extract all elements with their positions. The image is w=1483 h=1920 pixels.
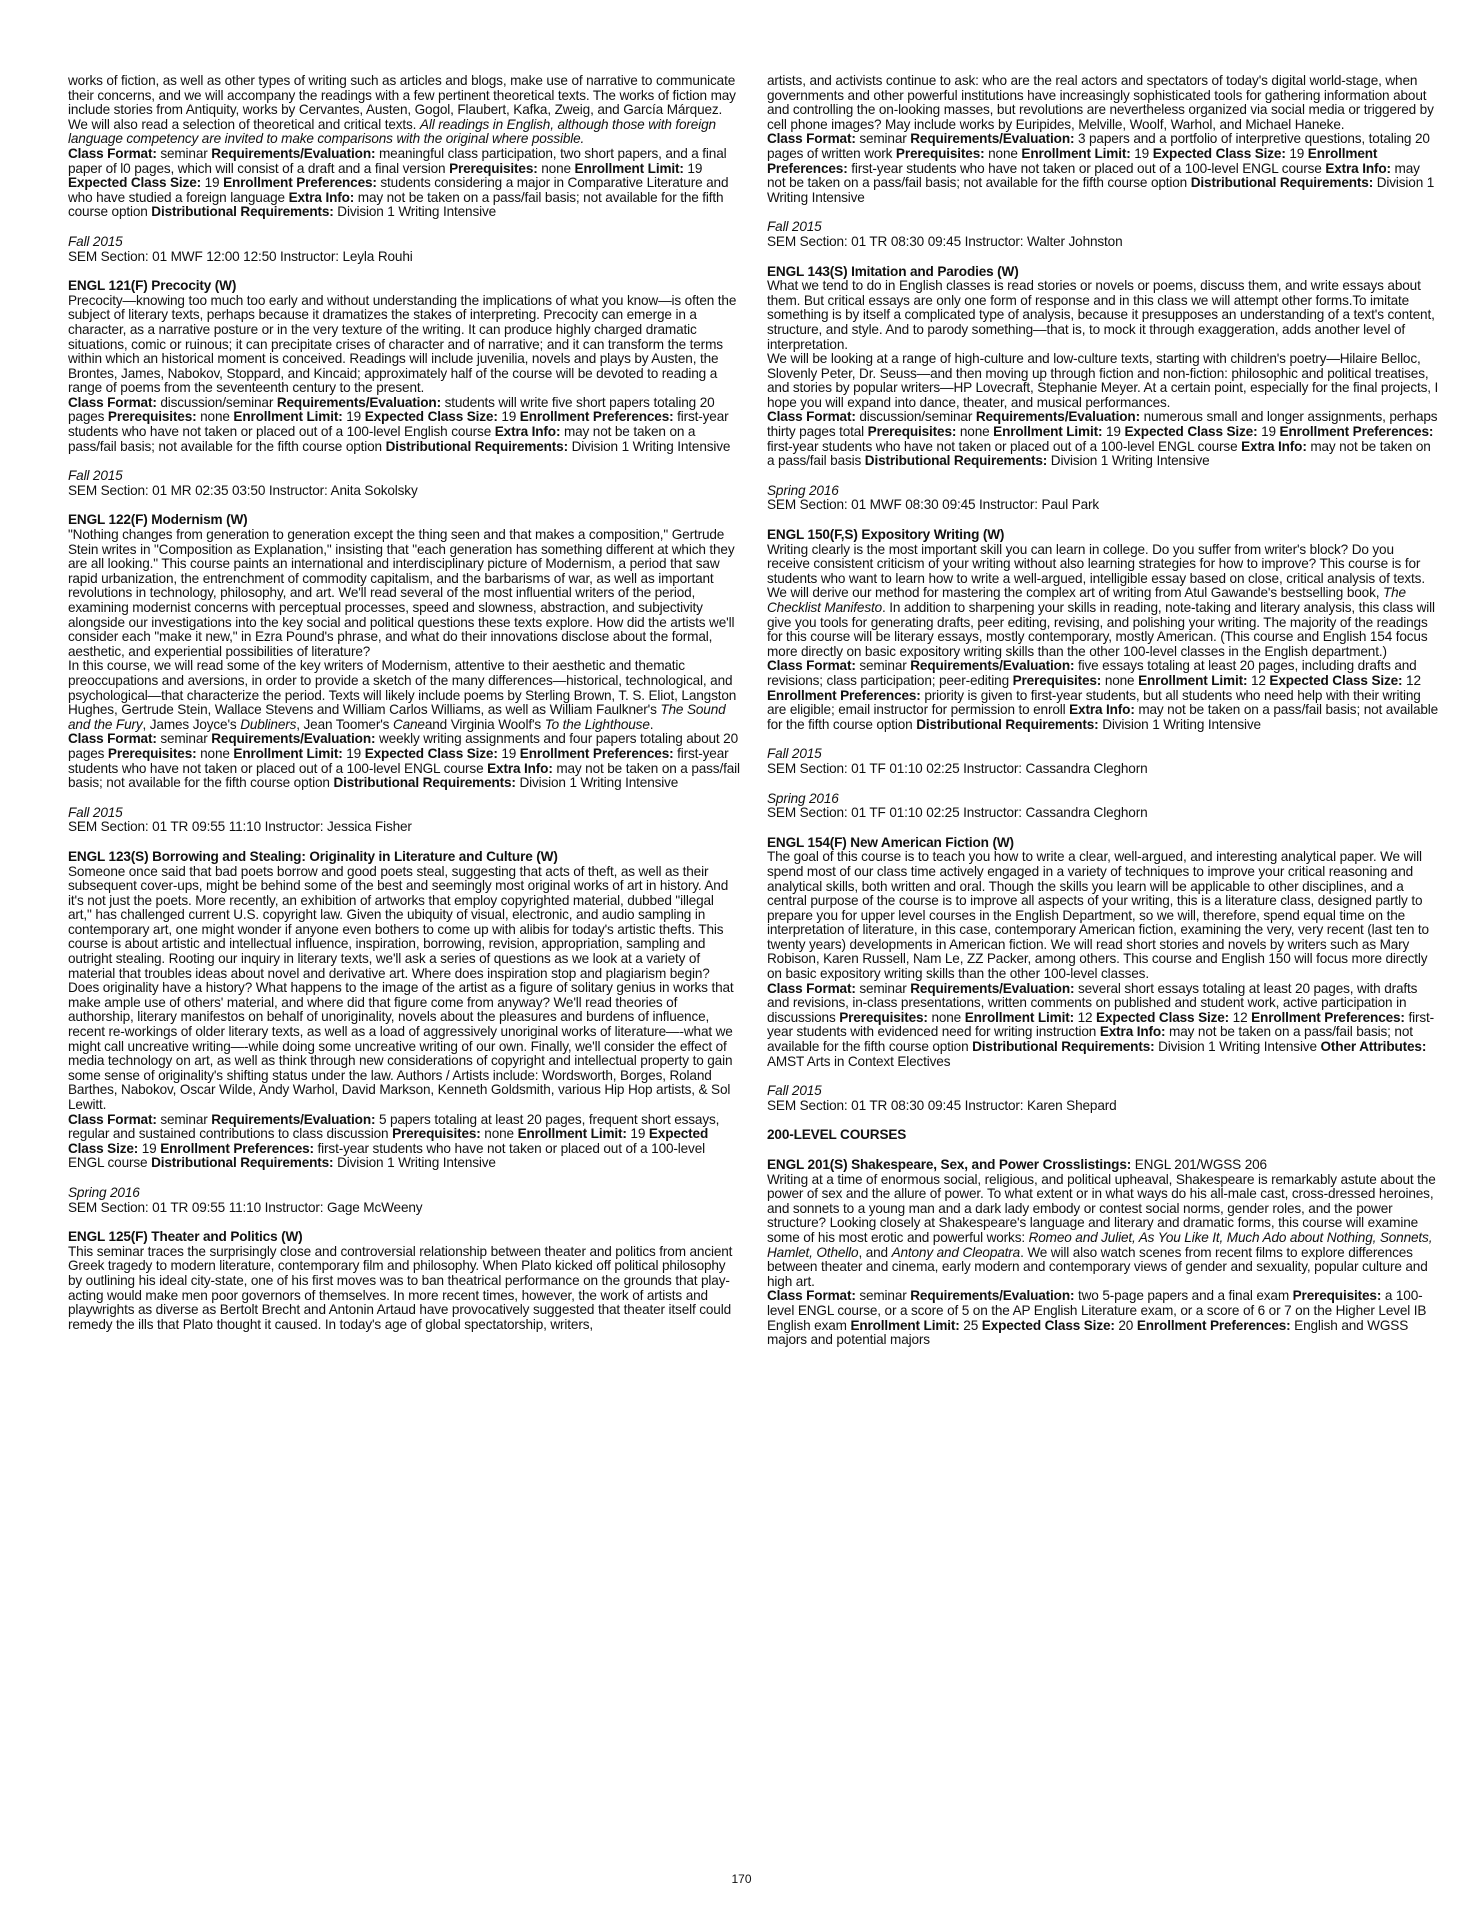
course-section: SEM Section: 01 TR 09:55 11:10 Instructor: Jessica Fisher (68, 819, 412, 835)
course-engl-201 (767, 1158, 1439, 1348)
course-section: SEM Section: 01 MR 02:35 03:50 Instructor: Anita Sokolsky (68, 482, 418, 498)
text-run: Cane (392, 716, 425, 732)
text-run: none (196, 409, 234, 425)
text-run: Requirements/Evaluation: (910, 980, 1075, 996)
text-run: none (1101, 672, 1139, 688)
text-run: 20 (1114, 1317, 1137, 1333)
text-run: Romeo and Juliet, As You Like It, Much Ado about Nothing, Sonnets, Hamlet, Othello (767, 1229, 1433, 1260)
text-run: 19 (626, 1126, 649, 1142)
section-heading: 200-LEVEL COURSES (767, 1127, 907, 1143)
right-column (767, 74, 1439, 1348)
text-run: Expected Class Size: (1096, 1009, 1230, 1025)
text-run: Distributional Requirements: (1190, 175, 1374, 191)
course-engl-125 (68, 1230, 740, 1332)
text-run: priority is given to first-year students, but all students who need help with their writing are eligible; email instructor for permission to enroll (767, 687, 1421, 718)
text-run: Class Format: (68, 1111, 157, 1127)
text-run: Extra Info: (487, 760, 553, 776)
course-term: Fall 2015 (68, 468, 123, 484)
text-run: 19 (1257, 424, 1280, 440)
course-section: SEM Section: 01 TR 09:55 11:10 Instructor: Gage McWeeny (68, 1199, 423, 1215)
course-term: Spring 2016 (767, 482, 839, 498)
text-run: Enrollment Limit: (233, 409, 343, 425)
text-run: Enrollment Preferences: (519, 409, 674, 425)
text-run: may not be taken on a pass/fail basis; not available for the fifth course option (68, 760, 740, 791)
course-description (767, 279, 1439, 469)
text-run: The goal of this course is to teach you how to write a clear, well-argued, and interesting analytical paper. We will spend most of our class time actively engaged in a variety of techniques to improve your critical reasoning and analytical skills, both written and oral. Though the skills you learn will be applicable to other disciplines, and a central purpose of the course is to improve all aspects of your writing, this is a literature class, designed partly to prepare you for upper level courses in the English Department, so we will, therefore, spend equal time on the interpretation of literature, in this case, contemporary American fiction, examining the very, very recent (last ten to twenty years) developments in American fiction. We will read short stories and novels by writers such as Mary Robison, Karen Russell, Nam Le, ZZ Packer, among others. This course and English 150 will focus more directly on basic expository writing skills than the other 100-level classes. (767, 849, 1429, 982)
text-run: discussion/seminar (156, 394, 277, 410)
text-run: Extra Info: (1099, 1024, 1166, 1040)
text-run: . We will also watch scenes from recent films to explore differences between theater and cinema, early modern and contemporary views of gender and sexuality, popular culture and high art. (767, 1244, 1428, 1289)
text-run: 5 papers totaling at least 20 pages, frequent short essays, regular and sustained contributions to class discussion (68, 1111, 720, 1142)
text-run: 12 (1073, 1009, 1097, 1025)
text-run: Prerequisites: (392, 1126, 481, 1142)
text-run: 19 (342, 409, 365, 425)
text-run: The Sound and the Fury (68, 702, 726, 732)
text-run: Extra Info: (1069, 702, 1135, 718)
course-title: ENGL 150(F,S) Expository Writing (W) (767, 527, 1005, 543)
text-run: a 100-level ENGL course, or a score of 5 on the AP English Literature exam, or a score of 6 or 7 on the Higher Level IB English exam (767, 1288, 1427, 1333)
text-run: Division 1 Writing Intensive (1154, 1039, 1321, 1055)
course-term: Spring 2016 (68, 1184, 140, 1200)
text-run: may not be taken on a pass/fail basis; not available for the fifth course option (767, 1024, 1413, 1055)
text-run: two 5-page papers and a final exam (1074, 1288, 1293, 1304)
text-run: Enrollment Preferences: (223, 175, 377, 191)
text-run: weekly writing assignments and four papers totaling about 20 pages (68, 731, 738, 761)
text-run: Class Format: (767, 658, 856, 674)
text-run: Enrollment Limit: (1021, 145, 1131, 161)
text-run: Division 1 Writing Intensive (333, 1155, 496, 1171)
text-run: none (537, 160, 575, 176)
text-run: 12 (1247, 672, 1270, 688)
text-run: 19 (1285, 145, 1308, 161)
course-section: SEM Section: 01 MWF 08:30 09:45 Instructor: Paul Park (767, 497, 1100, 513)
text-run: Division 1 Writing Intensive (567, 438, 731, 454)
text-run: Expected Class Size: (1124, 424, 1258, 440)
course-title: ENGL 122(F) Modernism (W) (68, 512, 248, 528)
text-run: Expected Class Size: (364, 745, 498, 761)
text-run: What we tend to do in English classes is read stories or novels or poems, discuss them, and write essays about them. But critical essays are only one form of response and in this class we will attempt other forms.To imitate something is by itself a complicated type of analysis, because it presupposes an understanding of a text's content, structure, and style. And to parody something—that is, to mock it through exaggeration, adds another level of interpretation. (767, 278, 1435, 352)
text-run: AMST Arts in Context Electives (767, 1053, 951, 1069)
text-run: Class Format: (68, 731, 157, 747)
text-run: 19 (683, 160, 703, 176)
text-run: 19 (497, 409, 520, 425)
text-run: may not be taken on a pass/fail basis; not available for the fifth course option (68, 189, 724, 220)
text-run: none (927, 1009, 965, 1025)
course-intro-continued (68, 74, 740, 264)
text-run: Enrollment Preferences: (1279, 424, 1434, 440)
course-section: SEM Section: 01 TR 08:30 09:45 Instructor: Walter Johnston (767, 233, 1123, 249)
text-run: All readings in English, although those with foreign language competency are invited to make comparisons with the original where possible. (68, 116, 716, 147)
text-run: five essays totaling at least 20 pages, including drafts and revisions; class participation; peer-editing (767, 658, 1417, 688)
text-run: To the Lighthouse (544, 716, 650, 732)
text-run: Distributional Requirements: (916, 716, 1099, 732)
text-run: seminar (855, 131, 911, 147)
text-run: Extra Info: (494, 424, 561, 440)
text-run: Enrollment Limit: (850, 1317, 960, 1333)
text-run: Distributional Requirements: (385, 438, 568, 454)
course-title: ENGL 121(F) Precocity (W) (68, 278, 237, 294)
text-run: 19 (342, 745, 365, 761)
course-term: Fall 2015 (68, 233, 123, 249)
text-run: numerous small and longer assignments, perhaps thirty pages total (767, 409, 1438, 440)
text-run: Class Format: (68, 394, 157, 410)
course-term: Spring 2016 (767, 790, 839, 806)
text-run: seminar (156, 145, 212, 161)
text-run: Expected Class Size: (981, 1317, 1115, 1333)
text-run: 19 (1102, 424, 1125, 440)
text-run: 19 (138, 1140, 161, 1156)
course-description (68, 294, 740, 455)
text-run: . In addition to sharpening your skills in reading, note-taking and literary analysis, this class will give you tools for generating drafts, peer editing, revising, and polishing your writing. The majority of the readings for this course will be literary essays, mostly contemporary, mostly American. (This course and English 154 focus more directly on basic expository writing skills than the other 100-level classes in the English department.) (767, 600, 1435, 659)
text-run: 12 (1402, 672, 1421, 688)
course-title: ENGL 123(S) Borrowing and Stealing: Originality in Literature and Culture (W) (68, 848, 558, 864)
course-engl-154 (767, 836, 1439, 1114)
text-run: 3 papers and a portfolio of interpretive questions, totaling 20 pages of written work (767, 131, 1430, 161)
text-run: first-year students who have not taken or placed out of a 100-level English course (68, 409, 729, 440)
text-run: Distributional Requirements: (972, 1039, 1155, 1055)
text-run: ENGL 201(S) Shakespeare, Sex, and Power Crosslistings: (767, 1157, 1135, 1172)
text-run: several short essays totaling at least 20 pages, with drafts and revisions, in-class presentations, written comments on published and student work, active participation in discussions (767, 980, 1418, 1025)
course-title: ENGL 143(S) Imitation and Parodies (W) (767, 263, 1019, 279)
text-run: Extra Info: (288, 189, 355, 205)
course-title: ENGL 125(F) Theater and Politics (W) (68, 1229, 303, 1245)
text-run: none (196, 745, 234, 761)
text-run: and Virginia Woolf's (424, 716, 545, 732)
text-run: Prerequisites: (1012, 672, 1102, 688)
text-run: Enrollment Limit: (517, 1126, 627, 1142)
text-run: Enrollment Preferences: (160, 1140, 314, 1156)
text-run: discussion/seminar (855, 409, 976, 425)
course-title: ENGL 154(F) New American Fiction (W) (767, 834, 1014, 850)
text-run: Distributional Requirements: (333, 775, 516, 791)
text-run: seminar (855, 980, 911, 996)
text-run: none (984, 145, 1022, 161)
text-run: may not be taken on a pass/fail basis; not available for the fifth course option (767, 160, 1420, 191)
left-column (68, 74, 740, 1332)
course-term: Fall 2015 (767, 219, 822, 235)
text-run: "Nothing changes from generation to generation except the thing seen and that makes a composition," Gertrude Stein writes in "Composition as Explanation," insisting that "each generation has something different at which they are all looking." This course paints an international and interdisciplinary picture of Modernism, a period that saw rapid urbanization, the entrenchment of commodity capitalism, and the barbarisms of war, as well as important revolutions in technology, philosophy, and art. We'll read several of the most influential writers of the period, examining modernist concerns with perceptual processes, speed and slowness, abstraction, and subjectivity alongside our investigations into the key social and political questions these texts explore. How did the artists we'll consider each "make it new," in Ezra Pound's phrase, and what do their innovations disclose about the formal, aesthetic, and experiential possibilities of literature? (68, 527, 735, 659)
text-run: Enrollment Limit: (1138, 672, 1248, 688)
text-run: artists, and activists continue to ask: who are the real actors and spectators of today's digital world-stage, when governments and other powerful institutions have increasingly sophisticated tools for gathering information about and controlling the on-looking masses, but revolutions are nevertheless organized via social media or triggered by cell phone images? May include works by Euripides, Melville, Woolf, Warhol, and Michael Haneke. (767, 73, 1434, 132)
text-run: Distributional Requirements: (151, 1155, 334, 1171)
text-run: first-year students who have not taken or placed out of a 100-level ENGL course (767, 438, 1242, 454)
course-section: SEM Section: 01 MWF 12:00 12:50 Instructor: Leyla Rouhi (68, 248, 413, 264)
text-run: first-year students who have not taken or placed out of a 100-level ENGL course (68, 745, 729, 776)
text-run: Expected Class Size: (68, 1126, 709, 1156)
text-run: Prerequisites: (867, 424, 957, 440)
course-description (68, 528, 740, 791)
text-run: Division 1 Writing Intensive (515, 775, 679, 791)
text-run: Enrollment Preferences: (767, 687, 921, 703)
text-run: seminar (156, 731, 212, 747)
text-run: may not be taken on a pass/fail basis; not available for the fifth course option (68, 424, 696, 454)
course-term: Fall 2015 (767, 746, 822, 762)
text-run: Requirements/Evaluation: (910, 1288, 1075, 1304)
text-run: Prerequisites: (839, 1009, 928, 1025)
text-run: Enrollment Limit: (233, 745, 343, 761)
text-run: Writing clearly is the most important skill you can learn in college. Do you suffer from writer's block? Do you receive consistent criticism of your writing without also learning strategies for how to improve? This course is for students who want to learn how to write a well-argued, intelligible essay based on close, critical analysis of texts. We will derive our method for mastering the complex art of writing from Atul Gawande's bestselling book, (767, 541, 1425, 601)
text-run: Enrollment Preferences: (1136, 1317, 1291, 1333)
text-run: ENGL 201/WGSS 206 (1134, 1157, 1267, 1172)
text-run: Requirements/Evaluation: (910, 658, 1075, 674)
course-title (767, 1158, 1439, 1173)
text-run: Class Format: (767, 980, 856, 996)
text-run: Division 1 Writing Intensive (767, 175, 1435, 205)
text-run: Division 1 Writing Intensive (1098, 716, 1261, 732)
course-engl-150 (767, 528, 1439, 821)
text-run: Requirements/Evaluation: (276, 394, 441, 410)
text-run: first-year students who have not taken or placed out of a 100-level ENGL course (847, 160, 1326, 176)
text-run: Prerequisites: (1292, 1288, 1382, 1304)
text-run: Requirements/Evaluation: (211, 145, 376, 161)
text-run: students will write five short papers totaling 20 pages (68, 394, 715, 425)
text-run: Requirements/Evaluation: (211, 731, 376, 747)
course-description (767, 1173, 1439, 1348)
course-term: Fall 2015 (767, 1083, 822, 1099)
text-run: Enrollment Preferences: (767, 145, 1378, 176)
course-term: Fall 2015 (68, 804, 123, 820)
text-run: Someone once said that bad poets borrow and good poets steal, suggesting that acts of theft, as well as their subsequent cover-ups, might be behind some of the best and seemingly most original works of art in history. And it's not just the poets. More recently, an exhibition of artworks that employ copyrighted material, dubbed "illegal art," has challenged current U.S. copyright law. Given the ubiquity of visual, electronic, and audio sampling in contemporary art, one might wonder if anyone even bothers to come up with alibis for today's artistic thefts. This course is about artistic and intellectual influence, inspiration, borrowing, revision, appropriation, sampling and outright stealing. Rooting our inquiry in literary texts, we'll ask a series of questions as we look at a variety of material that troubles ideas about novel and derivative art. Where does inspiration stop and plagiarism begin? Does originality have a history? What happens to the image of the artist as a figure of solitary genius in works that make ample use of others' material, and where did that figure come from anyway? We'll read theories of authorship, literary manifestos on behalf of unoriginality, novels about the pleasures and burdens of influence, recent re-workings of older literary texts, as well as a load of aggressively unoriginal works of literature—-what we might call uncreative writing—-while doing some uncreative writing of our own. Finally, we'll consider the effect of media technology on art, as well as think through new considerations of copyright and intellectual property to gain some sense of originality's shifting status under the law. Authors / Artists include: Wordsworth, Borges, Roland Barthes, Nabokov, Oscar Wilde, Andy Warhol, David Markson, Kenneth Goldsmith, various Hip Hop artists, & Sol Lewitt. (68, 863, 734, 1112)
text-run: Extra Info: (1325, 160, 1391, 176)
text-run: , James Joyce's (142, 716, 241, 732)
text-run: 19 (1130, 145, 1153, 161)
text-run: seminar (855, 658, 911, 674)
text-run: may not be taken on a pass/fail basis; not available for the fifth course option (767, 702, 1439, 732)
page-number: 170 (731, 1872, 752, 1886)
text-run: Dubliners (240, 716, 297, 732)
course-section: SEM Section: 01 TF 01:10 02:25 Instructor: Cassandra Cleghorn (767, 760, 1148, 776)
text-run: Division 1 Writing Intensive (1047, 453, 1210, 469)
text-run: Expected Class Size: (1152, 145, 1286, 161)
text-run: Distributional Requirements: (864, 453, 1048, 469)
text-run: Enrollment Limit: (574, 160, 684, 176)
text-run: Requirements/Evaluation: (910, 131, 1075, 147)
text-run: Class Format: (767, 409, 856, 425)
text-run: works of fiction, as well as other types of writing such as articles and blogs, make use of narrative to communicate their concerns, and we will accompany the readings with a few pertinent theoretical texts. The works of fiction may include stories from Antiquity, works by Cervantes, Austen, Gogol, Flaubert, Kafka, Zweig, and García Márquez. We will also read a selection of theoretical and critical texts. (68, 73, 736, 132)
course-description (68, 865, 740, 1171)
text-run: Writing at a time of enormous social, religious, and political upheaval, Shakespeare is remarkably astute about the power of sex and the allure of power. To what extent or in what ways do his all-male cast, cross-dressed heroines, and sonnets to a young man and a dark lady embody or contest social norms, gender roles, and the power structure? Looking closely at Shakespeare's language and literary and dramatic forms, this course will examine some of his most erotic and powerful works: (767, 1171, 1436, 1245)
text-run: Enrollment Preferences: (519, 745, 674, 761)
text-run: Requirements/Evaluation: (975, 409, 1140, 425)
course-engl-123 (68, 850, 740, 1215)
course-engl-121 (68, 279, 740, 498)
text-run: The Checklist Manifesto (767, 585, 1406, 615)
text-run: Extra Info: (1241, 438, 1307, 454)
course-description: This seminar traces the surprisingly close and controversial relationship between theater and politics from ancient Greek tragedy to modern literature, contemporary film and philosophy. When Plato kicked off political philosophy by outlining his ideal city-state, one of his first moves was to ban theatrical performance on the grounds that play-acting would make men poor governors of themselves. In more recent times, however, the work of artists and playwrights as diverse as Bertolt Brecht and Antonin Artaud have provocatively suggested that theater itself could remedy the ills that Plato thought it caused. In today's age of global spectatorship, writers, (68, 1243, 733, 1332)
text-run: , and (858, 1244, 892, 1260)
text-run: seminar (156, 1111, 212, 1127)
text-run: Class Format: (767, 1288, 856, 1304)
course-description (767, 543, 1439, 733)
text-run: Enrollment Preferences: (1251, 1009, 1405, 1025)
text-run: may not be taken on a pass/fail basis (767, 438, 1431, 469)
course-section: SEM Section: 01 TR 08:30 09:45 Instructor: Karen Shepard (767, 1097, 1117, 1113)
text-run: Precocity—knowing too much too early and without understanding the implications of what you know—is often the subject of literary texts, perhaps because it dramatizes the stakes of interpreting. Precocity can emerge in a character, as a narrative posture or in the very texture of the writing. It can produce highly charged dramatic situations, comic or ruinous; it can precipitate crises of character and of narrative; and it can transform the terms within which an historical moment is conceived. Readings will include juvenilia, novels and plays by Austen, the Brontes, James, Nabokov, Stoppard, and Kincaid; approximately half of the course will be devoted to reading a range of poems from the seventeenth century to the present. (68, 292, 737, 396)
text-run: 12 (1229, 1009, 1252, 1025)
text-run: first-year students with evidenced need for writing instruction (767, 1009, 1434, 1040)
course-engl-122 (68, 513, 740, 834)
text-run: Expected Class Size: (364, 409, 498, 425)
text-run: In this course, we will read some of the key writers of Modernism, attentive to their aesthetic and thematic preoccupations and aversions, in order to provide a sketch of the many differences—historical, technological, and psychological—that characterize the period. Texts will likely include poems by Sterling Brown, T. S. Eliot, Langston Hughes, Gertrude Stein, Wallace Stevens and William Carlos Williams, as well as William Faulkner's (68, 658, 737, 718)
course-engl-143 (767, 265, 1439, 514)
text-run: none (956, 424, 994, 440)
text-run: Prerequisites: (107, 409, 197, 425)
text-run: Requirements/Evaluation: (211, 1111, 376, 1127)
text-run: . (649, 716, 654, 732)
course-section: SEM Section: 01 TF 01:10 02:25 Instructor: Cassandra Cleghorn (767, 805, 1148, 821)
text-run: 25 (959, 1317, 982, 1333)
text-run: Distributional Requirements: (151, 204, 334, 220)
text-run: Prerequisites: (449, 160, 538, 176)
text-run: first-year students who have not taken or placed out of a 100-level ENGL course (68, 1140, 705, 1171)
course-description (767, 74, 1439, 205)
text-run: 19 (201, 175, 224, 191)
text-run: Prerequisites: (107, 745, 197, 761)
text-run: 19 (497, 745, 520, 761)
text-run: students considering a major in Comparative Literature and who have studied a foreign language (68, 175, 729, 205)
text-run: Expected Class Size: (1269, 672, 1403, 688)
text-run: Prerequisites: (895, 145, 985, 161)
text-run: Antony and Cleopatra (891, 1244, 1021, 1260)
text-run: Enrollment Limit: (993, 424, 1103, 440)
text-run: We will be looking at a range of high-culture and low-culture texts, starting with children's poetry—Hilaire Belloc, Slovenly Peter, Dr. Seuss—and then moving up through fiction and non-fiction: philosophic and political treatises, and stories by popular writers—HP Lovecraft, Stephanie Meyer. At a certain point, especially for the final projects, I hope you will expand into dance, theater, and musical performances. (767, 351, 1439, 410)
text-run: , Jean Toomer's (296, 716, 393, 732)
course-engl-125-continued (767, 74, 1439, 250)
course-description (767, 850, 1439, 1069)
text-run: Class Format: (68, 145, 157, 161)
text-run: Enrollment Limit: (964, 1009, 1074, 1025)
text-run: English and WGSS majors and potential majors (767, 1317, 1409, 1348)
text-run: Class Format: (767, 131, 856, 147)
text-run: seminar (855, 1288, 911, 1304)
text-run: Other Attributes: (1320, 1039, 1427, 1055)
text-run: meaningful class participation, two short papers, and a final paper of l0 pages, which will consist of a draft and a final version (68, 145, 727, 176)
text-run: Expected Class Size: (68, 175, 201, 191)
text-run: none (480, 1126, 518, 1142)
text-run: Division 1 Writing Intensive (333, 204, 497, 220)
